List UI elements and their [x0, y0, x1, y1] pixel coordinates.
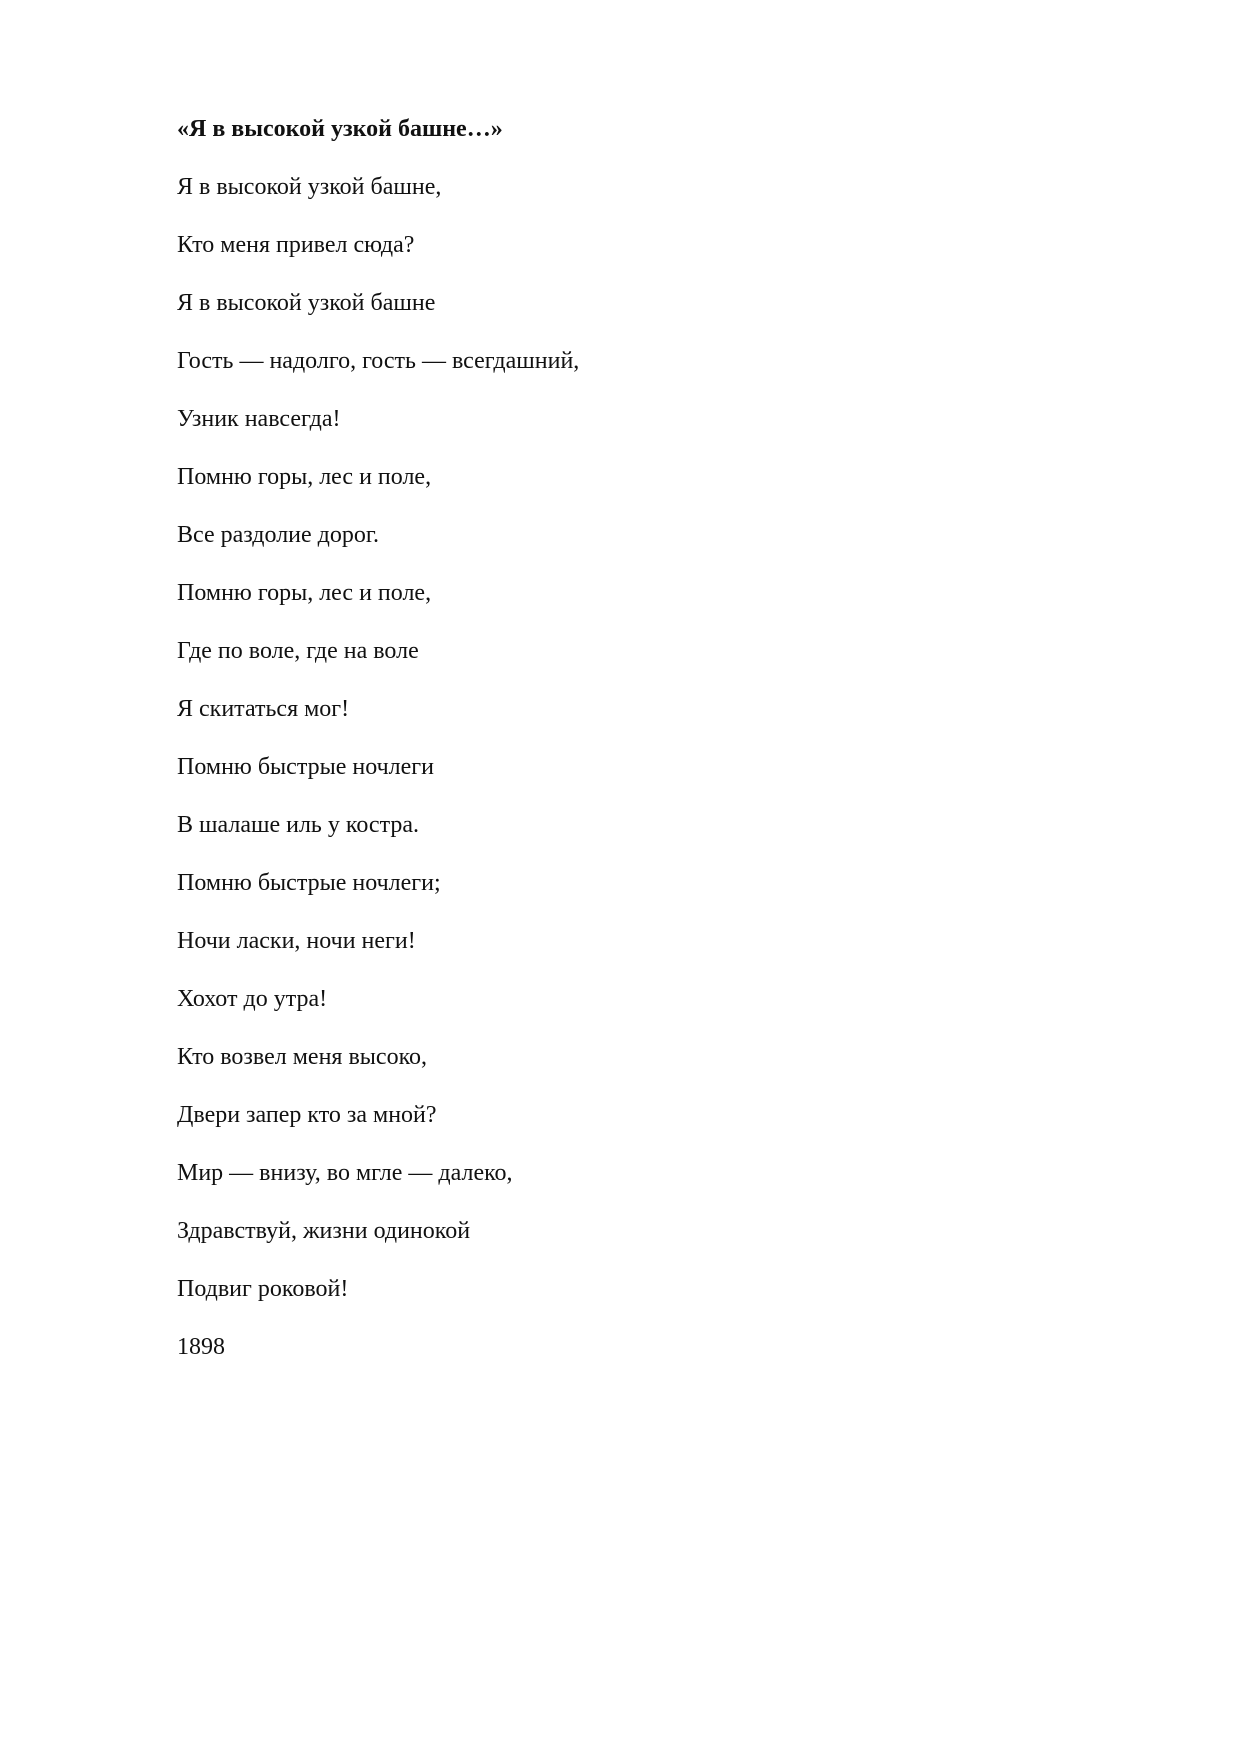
poem-line: Ночи ласки, ночи неги! — [177, 928, 416, 954]
poem-line: Где по воле, где на воле — [177, 638, 419, 664]
poem-line: Все раздолие дорог. — [177, 522, 380, 548]
poem-line: Помню быстрые ночлеги; — [177, 870, 441, 896]
poem-line: Помню горы, лес и поле, — [177, 580, 432, 606]
poem-line: В шалаше иль у костра. — [177, 812, 420, 838]
poem-line: Помню быстрые ночлеги — [177, 754, 434, 780]
poem-line: Кто возвел меня высоко, — [177, 1044, 428, 1070]
poem-year: 1898 — [177, 1334, 225, 1360]
poem-line: Хохот до утра! — [177, 986, 328, 1012]
poem-line: Я в высокой узкой башне, — [177, 174, 442, 200]
poem-line: Здравствуй, жизни одинокой — [177, 1218, 471, 1244]
poem-line: Кто меня привел сюда? — [177, 232, 415, 258]
poem-title: «Я в высокой узкой башне…» — [177, 116, 503, 142]
poem-line: Узник навсегда! — [177, 406, 341, 432]
poem-line: Подвиг роковой! — [177, 1276, 349, 1302]
poem-line: Двери запер кто за мной? — [177, 1102, 437, 1128]
poem-line: Гость — надолго, гость — всегдашний, — [177, 348, 580, 374]
poem-line: Я скитаться мог! — [177, 696, 350, 722]
poem-line: Мир — внизу, во мгле — далеко, — [177, 1160, 513, 1186]
poem-line: Помню горы, лес и поле, — [177, 464, 432, 490]
poem-line: Я в высокой узкой башне — [177, 290, 436, 316]
poem — [177, 113, 1077, 1371]
